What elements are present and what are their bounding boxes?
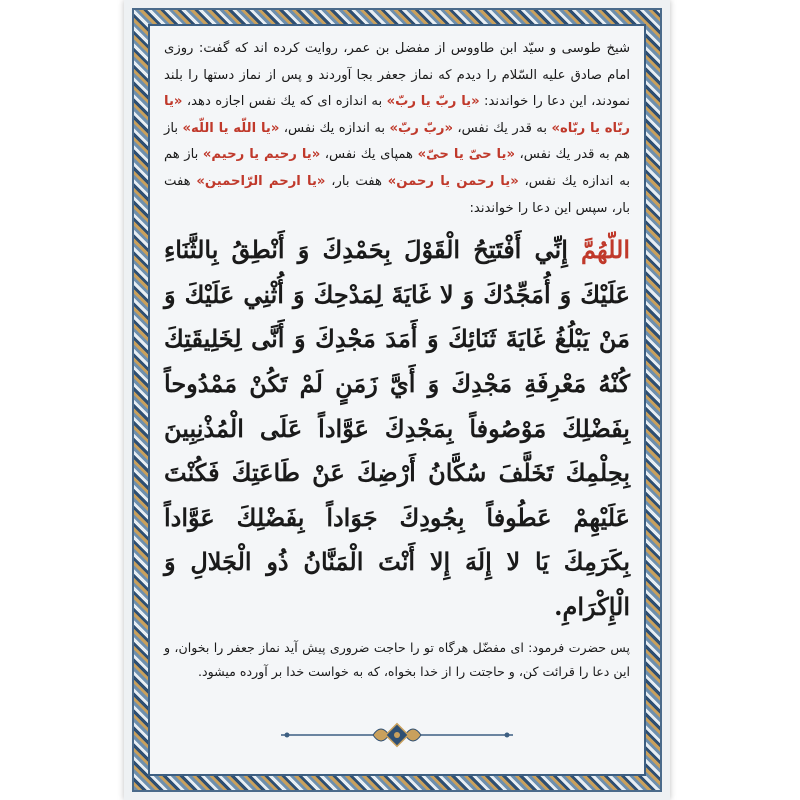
invocation-ya-allah: «یا اللّه یا اللّه» [182, 120, 280, 136]
intro-text-f: همپای یك نفس، [320, 147, 418, 163]
book-page [124, 0, 670, 800]
invocation-ya-rabb: «یا ربّ یا ربّ» [386, 94, 480, 110]
intro-text-a: روزی امام صادق علیه السّلام را دیدم که نماز جعفر بجا آوردند و پس از نماز دستها را بلند نمودند، این دعا را خواندند: [164, 41, 631, 110]
invocation-ya-rahman: «یا رحمن یا رحمن» [387, 173, 519, 189]
intro-text-h: هفت بار، [325, 173, 388, 189]
intro-line-1: شیخ طوسی و سیّد ابن طاووس از مفضل بن عمر، روایت کرده اند که گفت: [198, 41, 630, 56]
text-area [164, 36, 630, 714]
intro-text-c: به قدر یك نفس، [452, 120, 552, 136]
intro-text-e: باز هم به قدر یك نفس، [164, 120, 630, 163]
invocation-ya-rabbah: «یا ربّاه یا ربّاه» [164, 94, 630, 136]
invocation-ya-arham: «یا ارحم الرّاحمین» [196, 173, 326, 189]
dua-body: إِنِّي أَفْتَتِحُ الْقَوْلَ بِحَمْدِكَ وَ أَنْطِقُ بِالثَّنَاءِ عَلَيْكَ وَ أُمَجِّدُكَ وَ لا غَايَةَ لِمَدْحِكَ وَ أُثْنِي عَلَيْكَ وَ مَنْ يَبْلُغُ غَايَةَ ثَنَائِكَ وَ أَمَدَ مَجْدِكَ وَ أَنَّى لِخَلِيقَتِكَ كُنْهُ مَعْرِفَةِ مَجْدِكَ وَ أَيَّ زَمَنٍ لَمْ تَكُنْ مَمْدُوحاً بِفَضْلِكَ مَوْصُوفاً بِمَجْدِكَ عَوَّاداً عَلَى الْمُذْنِبِينَ بِحِلْمِكَ تَخَلَّفَ سُكَّانُ أَرْضِكَ عَنْ طَاعَتِكَ فَكُنْتَ عَلَيْهِمْ عَطُوفاً بِجُودِكَ جَوَاداً بِفَضْلِكَ عَوَّاداً بِكَرَمِكَ يَا لا إِلَهَ إِلا أَنْتَ الْمَنَّانُ ذُو الْجَلالِ وَ الْإِكْرَامِ. [164, 235, 630, 621]
page-content-panel [148, 24, 646, 776]
intro-text-d: به اندازه یك نفس، [279, 120, 390, 136]
closing-paragraph: پس حضرت فرمود: ای مفضّل هرگاه تو را حاجت ضروری پیش آید نماز جعفر را بخوان، و این دعا را قرائت کن، و حاجتت را از خدا بخواه، که به خواست خدا بر آورده میشود. [164, 639, 630, 679]
dua-text [164, 228, 630, 629]
invocation-ya-rahim: «یا رحیم یا رحیم» [202, 147, 321, 163]
decorative-border [132, 8, 662, 792]
invocation-rabb-rabb: «ربّ ربّ» [389, 120, 453, 136]
ornament-divider [150, 720, 644, 750]
intro-paragraph [164, 36, 630, 222]
invocation-ya-hayy: «یا حیّ یا حیّ» [417, 147, 515, 163]
intro-text-g: باز هم به اندازه یك نفس، [164, 147, 630, 189]
dua-opening: اللّهُمَّ [581, 235, 630, 265]
floral-ornament-icon [277, 721, 517, 749]
intro-text-i: هفت بار، سپس این دعا را خواندند: [164, 173, 630, 216]
intro-text-b: به اندازه ای که یك نفس اجازه دهد، [182, 94, 387, 110]
